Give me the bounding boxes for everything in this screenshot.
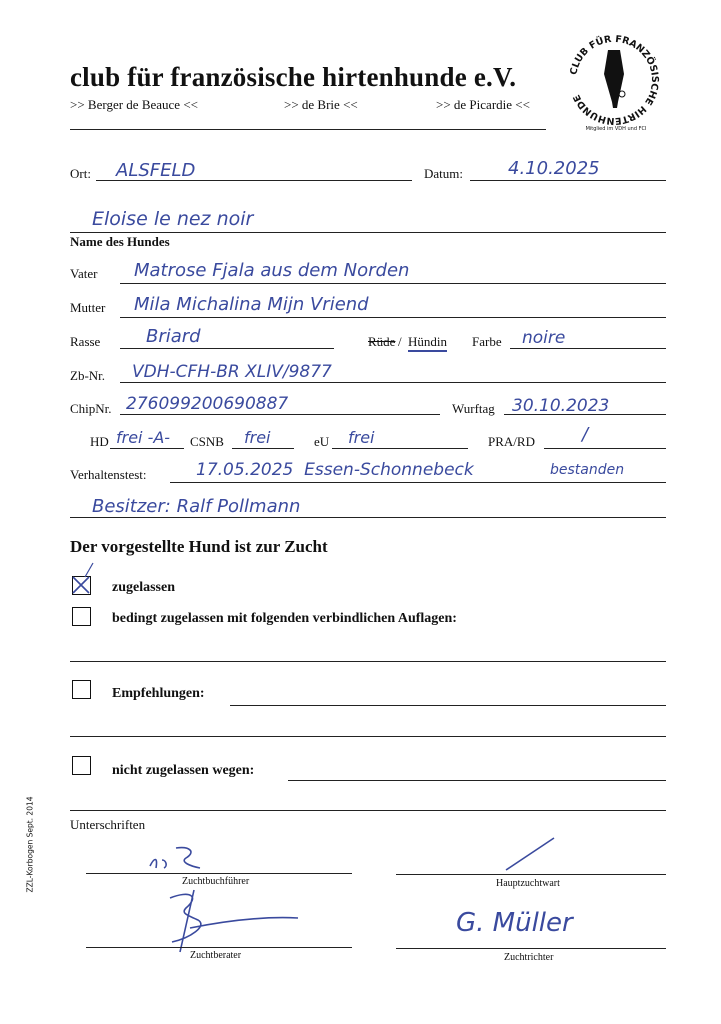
csnb-value[interactable]: frei: [244, 428, 271, 447]
eu-label: eU: [314, 434, 330, 449]
empfehlungen-label: Empfehlungen:: [112, 686, 205, 701]
verhalten-result[interactable]: bestanden: [550, 462, 625, 478]
datum-label: Datum:: [424, 166, 463, 181]
vater-label: Vater: [70, 266, 98, 281]
form-version-note: ZZL-Korbogen Sept. 2014: [25, 796, 35, 893]
ort-value[interactable]: ALSFELD: [116, 160, 196, 181]
nicht-zugelassen-label: nicht zugelassen wegen:: [112, 763, 255, 778]
rasse-value[interactable]: Briard: [146, 326, 201, 347]
zugelassen-label: zugelassen: [112, 580, 175, 595]
breed-brie: >> de Brie <<: [284, 97, 358, 112]
club-logo: [562, 28, 666, 132]
svg-text:CLUB FÜR FRANZÖSISCHE HIRTENHU: CLUB FÜR FRANZÖSISCHE HIRTENHUNDE: [568, 33, 661, 127]
signature-zuchtbuchfuehrer: [140, 838, 230, 878]
hd-value[interactable]: frei -A-: [116, 428, 171, 447]
rasse-label: Rasse: [70, 334, 101, 349]
logo-subtitle: Mitglied im VDH und FCI: [585, 126, 647, 132]
verhalten-value[interactable]: 17.05.2025 Essen-Schonnebeck: [196, 460, 474, 480]
breed-beauce: >> Berger de Beauce <<: [70, 97, 198, 112]
club-title: club für französische hirtenhunde e.V.: [70, 62, 517, 92]
sex-huendin[interactable]: Hündin: [408, 334, 447, 352]
csnb-label: CSNB: [190, 434, 224, 449]
zb-label: Zb-Nr.: [70, 368, 106, 383]
wurftag-value[interactable]: 30.10.2023: [512, 396, 610, 416]
mutter-value[interactable]: Mila Michalina Mijn Vriend: [134, 294, 369, 315]
verhalten-label: Verhaltenstest:: [70, 467, 147, 482]
nicht-zugelassen-checkbox[interactable]: [72, 756, 91, 775]
vater-value[interactable]: Matrose Fjala aus dem Norden: [134, 260, 410, 281]
pra-value[interactable]: /: [582, 424, 589, 445]
header-rule: [70, 129, 546, 130]
sex-ruede: Rüde: [368, 334, 396, 349]
dog-name-value[interactable]: Eloise le nez noir: [92, 208, 254, 230]
pra-label: PRA/RD: [488, 434, 535, 449]
empfehlungen-checkbox[interactable]: [72, 680, 91, 699]
eu-value[interactable]: frei: [348, 428, 375, 447]
besitzer-value[interactable]: Besitzer: Ralf Pollmann: [92, 496, 301, 517]
datum-value[interactable]: 4.10.2025: [508, 158, 600, 179]
mutter-label: Mutter: [70, 300, 106, 315]
chip-value[interactable]: 276099200690887: [126, 394, 289, 414]
signature-hauptzuchtwart: [500, 834, 560, 874]
sex-separator: /: [398, 334, 402, 349]
checkmark-icon: [71, 575, 90, 594]
sig-label-zuchtbuchfuehrer: Zuchtbuchführer: [182, 876, 250, 887]
sig-label-zuchtberater: Zuchtberater: [190, 950, 242, 961]
breed-picardie: >> de Picardie <<: [436, 97, 530, 112]
farbe-value[interactable]: noire: [522, 328, 566, 348]
decision-heading: Der vorgestellte Hund ist zur Zucht: [70, 537, 328, 556]
zb-value[interactable]: VDH-CFH-BR XLIV/9877: [132, 362, 332, 382]
wurftag-label: Wurftag: [452, 401, 495, 416]
dog-name-label: Name des Hundes: [70, 234, 170, 249]
farbe-label: Farbe: [472, 334, 502, 349]
signature-zuchtrichter: G. Müller: [456, 908, 573, 938]
zugelassen-checkbox[interactable]: [72, 576, 91, 595]
chip-label: ChipNr.: [70, 401, 112, 416]
bedingt-label: bedingt zugelassen mit folgenden verbindlichen Auflagen:: [112, 611, 457, 626]
sig-label-zuchtrichter: Zuchtrichter: [504, 952, 554, 963]
ort-label: Ort:: [70, 166, 91, 181]
hd-label: HD: [90, 434, 109, 449]
sig-label-hauptzuchtwart: Hauptzuchtwart: [496, 878, 560, 889]
bedingt-checkbox[interactable]: [72, 607, 91, 626]
signatures-heading: Unterschriften: [70, 817, 146, 832]
